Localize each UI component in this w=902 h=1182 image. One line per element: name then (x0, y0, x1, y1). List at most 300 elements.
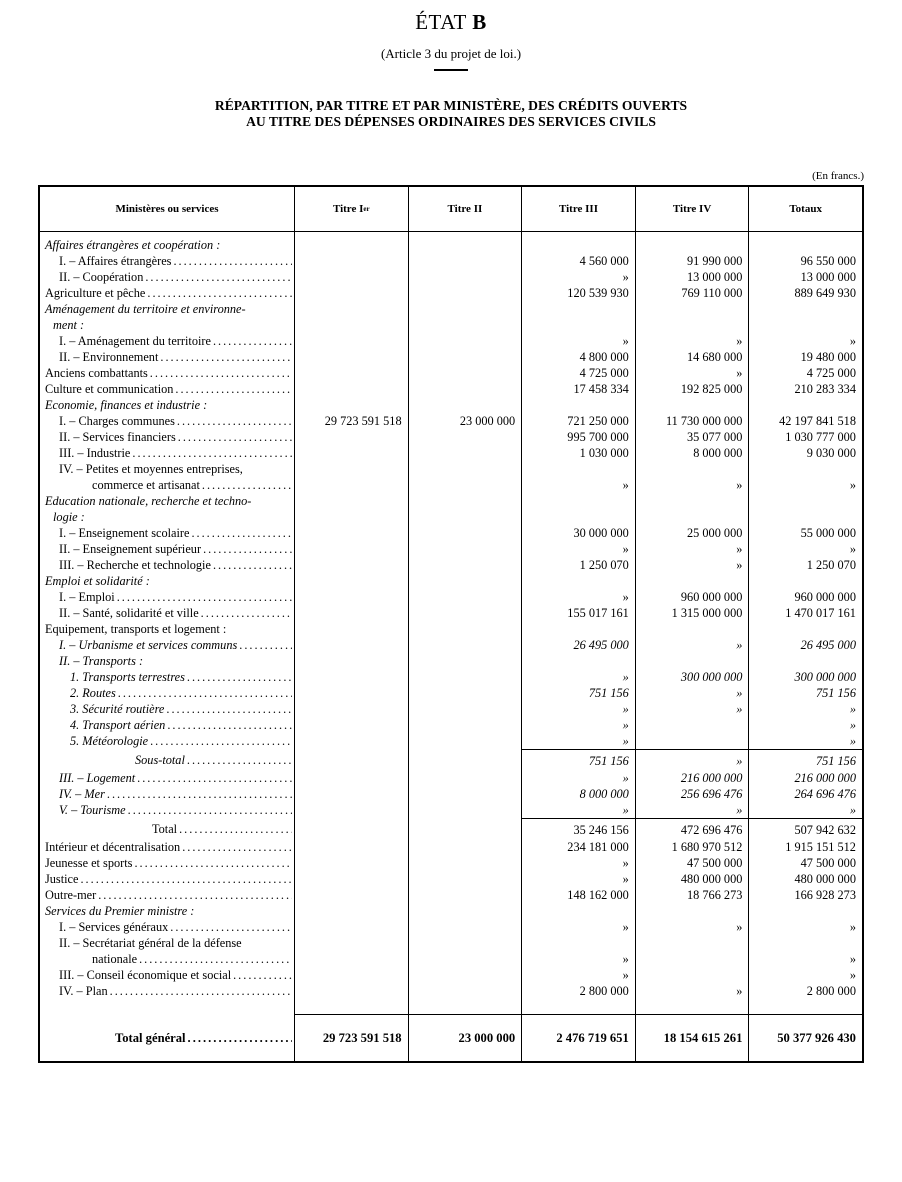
cell-titre-3: » (522, 717, 636, 733)
table-row (40, 887, 862, 903)
cell-titre-2 (409, 285, 523, 301)
cell-titre-3: » (522, 919, 636, 935)
cell-totaux (749, 903, 862, 919)
row-label: Equipement, transports et logement : (45, 622, 227, 636)
leader-dots (182, 839, 292, 855)
leader-dots (137, 770, 292, 786)
row-label-cell (40, 786, 295, 802)
cell-titre-1 (295, 887, 409, 903)
cell-titre-3 (522, 935, 636, 951)
row-label-cell (40, 669, 295, 685)
cell-titre-1 (295, 749, 409, 770)
heading-line-1: RÉPARTITION, PAR TITRE ET PAR MINISTÈRE, DES CRÉDITS OUVERTS (214, 98, 688, 113)
header-label: Totaux (789, 203, 822, 215)
leader-dots (134, 855, 292, 871)
cell-totaux: 166 928 273 (794, 888, 856, 902)
cell-titre-3 (522, 461, 636, 477)
row-label-cell (40, 637, 295, 653)
cell-titre-4 (636, 232, 750, 253)
row-label: 1. Transports terrestres (70, 670, 185, 684)
table-row (40, 855, 862, 871)
article-subtitle: (Article 3 du projet de loi.) (380, 46, 522, 61)
leader-dots (117, 589, 292, 605)
cell-totaux (749, 317, 862, 333)
cell-titre-1 (295, 733, 409, 749)
cell-totaux: » (849, 334, 856, 348)
cell-totaux: 1 470 017 161 (785, 606, 856, 620)
table-body (40, 232, 862, 1061)
row-label: V. – Tourisme (59, 803, 126, 817)
cell-totaux: » (849, 920, 856, 934)
cell-titre-3: » (522, 871, 636, 887)
header-cell-ministeres (40, 187, 295, 231)
cell-titre-4: » (636, 983, 750, 999)
cell-titre-4: » (636, 477, 750, 493)
cell-titre-4 (636, 573, 750, 589)
cell-titre-2 (409, 637, 523, 653)
cell-titre-3: » (522, 477, 636, 493)
cell-totaux: 26 495 000 (800, 638, 856, 652)
cell-titre-4: 25 000 000 (636, 525, 750, 541)
leader-dots (145, 269, 292, 285)
row-label-cell (40, 733, 295, 749)
table-row (40, 365, 862, 381)
cell-titre-3 (522, 999, 636, 1014)
row-label: Jeunesse et sports (45, 856, 133, 870)
cell-titre-4: 18 154 615 261 (636, 1014, 750, 1061)
cell-titre-1 (295, 349, 409, 365)
leader-dots (178, 429, 292, 445)
cell-titre-3 (522, 509, 636, 525)
cell-titre-4: 14 680 000 (636, 349, 750, 365)
cell-titre-4: 13 000 000 (636, 269, 750, 285)
cell-titre-2 (409, 349, 523, 365)
cell-totaux: 47 500 000 (800, 856, 856, 870)
cell-totaux: 4 725 000 (806, 366, 856, 380)
cell-titre-4 (636, 935, 750, 951)
row-label: III. – Industrie (59, 446, 131, 460)
table-row (40, 653, 862, 669)
leader-dots (239, 637, 292, 653)
page-title (0, 0, 902, 35)
cell-titre-1 (295, 557, 409, 573)
cell-titre-1 (295, 855, 409, 871)
cell-titre-2 (409, 269, 523, 285)
cell-titre-1 (295, 653, 409, 669)
row-label: Culture et communication (45, 382, 174, 396)
cell-totaux (749, 301, 862, 317)
cell-titre-4: » (636, 701, 750, 717)
cell-titre-4 (636, 461, 750, 477)
cell-titre-1 (295, 232, 409, 253)
cell-titre-4: » (636, 919, 750, 935)
cell-titre-4 (636, 509, 750, 525)
row-label-cell (40, 589, 295, 605)
cell-titre-2 (409, 871, 523, 887)
cell-titre-3: 1 030 000 (522, 445, 636, 461)
row-label-cell (40, 381, 295, 397)
row-label-cell (40, 413, 295, 429)
cell-titre-1 (295, 253, 409, 269)
cell-titre-3: 4 725 000 (522, 365, 636, 381)
cell-titre-1 (295, 381, 409, 397)
row-label-cell (40, 333, 295, 349)
cell-titre-4: 216 000 000 (636, 770, 750, 786)
cell-titre-1 (295, 525, 409, 541)
cell-titre-4 (636, 653, 750, 669)
row-label-cell (40, 701, 295, 717)
cell-titre-4 (636, 317, 750, 333)
row-label-cell (40, 285, 295, 301)
cell-titre-4: 35 077 000 (636, 429, 750, 445)
cell-titre-4 (636, 733, 750, 749)
cell-titre-1 (295, 951, 409, 967)
table-row (40, 903, 862, 919)
header-cell-totaux (749, 187, 862, 231)
cell-titre-1 (295, 493, 409, 509)
row-label-cell (40, 253, 295, 269)
cell-totaux: 216 000 000 (794, 771, 856, 785)
row-label: Aménagement du territoire et environne- (45, 302, 246, 316)
leader-dots (188, 1030, 292, 1046)
leader-dots (177, 413, 292, 429)
document-heading (0, 98, 902, 130)
cell-totaux (749, 935, 862, 951)
cell-totaux: 300 000 000 (794, 670, 856, 684)
cell-titre-3: » (522, 269, 636, 285)
row-label: Affaires étrangères et coopération : (45, 238, 221, 252)
cell-titre-1 (295, 477, 409, 493)
cell-titre-1 (295, 669, 409, 685)
row-label-cell (40, 269, 295, 285)
cell-titre-4 (636, 397, 750, 413)
cell-titre-1 (295, 839, 409, 855)
row-label-cell (40, 935, 295, 951)
cell-titre-3: 155 017 161 (522, 605, 636, 621)
cell-titre-4 (636, 967, 750, 983)
cell-totaux: » (849, 542, 856, 556)
table-row (40, 509, 862, 525)
cell-totaux: » (849, 803, 856, 817)
cell-titre-2 (409, 573, 523, 589)
cell-titre-2 (409, 461, 523, 477)
cell-totaux: 50 377 926 430 (749, 1014, 862, 1061)
leader-dots (139, 951, 292, 967)
row-label: Outre-mer (45, 888, 97, 902)
leader-dots (160, 349, 292, 365)
leader-dots (201, 605, 292, 621)
cell-titre-4: » (636, 749, 750, 770)
leader-dots (167, 717, 292, 733)
row-label: Total général (115, 1030, 186, 1045)
table-row (40, 919, 862, 935)
row-label: commerce et artisanat (92, 478, 200, 492)
cell-titre-4: 1 315 000 000 (636, 605, 750, 621)
leader-dots (187, 752, 292, 768)
cell-titre-4: 47 500 000 (636, 855, 750, 871)
row-label: logie : (53, 510, 85, 524)
leader-dots (175, 381, 292, 397)
cell-titre-2 (409, 317, 523, 333)
cell-titre-1 (295, 285, 409, 301)
cell-titre-2 (409, 509, 523, 525)
cell-titre-1 (295, 445, 409, 461)
leader-dots (233, 967, 292, 983)
row-label: II. – Transports : (59, 654, 144, 668)
etat-letter: B (472, 10, 487, 34)
cell-totaux: 264 696 476 (794, 787, 856, 801)
row-label: I. – Services généraux (59, 920, 169, 934)
cell-totaux (749, 493, 862, 509)
cell-titre-2 (409, 381, 523, 397)
cell-titre-1 (295, 685, 409, 701)
cell-titre-4 (636, 301, 750, 317)
cell-titre-3: 8 000 000 (522, 786, 636, 802)
cell-titre-2 (409, 999, 523, 1014)
cell-titre-2 (409, 621, 523, 637)
row-label-cell (40, 232, 295, 253)
cell-totaux: 889 649 930 (794, 286, 856, 300)
row-label: II. – Coopération (59, 270, 144, 284)
cell-titre-1 (295, 999, 409, 1014)
row-label: Justice (45, 872, 79, 886)
table-row (40, 493, 862, 509)
row-label-cell (40, 999, 295, 1014)
cell-titre-3: 4 560 000 (522, 253, 636, 269)
cell-titre-2 (409, 605, 523, 621)
cell-titre-1 (295, 461, 409, 477)
leader-dots (166, 701, 292, 717)
row-label: I. – Enseignement scolaire (59, 526, 190, 540)
table-row (40, 967, 862, 983)
cell-titre-2 (409, 802, 523, 818)
cell-totaux: » (849, 968, 856, 982)
cell-titre-4 (636, 903, 750, 919)
cell-titre-4: » (636, 333, 750, 349)
cell-titre-4 (636, 999, 750, 1014)
cell-titre-3 (522, 397, 636, 413)
cell-totaux (749, 999, 862, 1014)
table-row (40, 871, 862, 887)
row-label: Emploi et solidarité : (45, 574, 150, 588)
cell-totaux (749, 461, 862, 477)
cell-titre-3: 234 181 000 (522, 839, 636, 855)
cell-titre-4 (636, 493, 750, 509)
cell-titre-1 (295, 429, 409, 445)
leader-dots (150, 365, 292, 381)
row-label-cell (40, 429, 295, 445)
row-label: 3. Sécurité routière (70, 702, 165, 716)
cell-titre-3: 4 800 000 (522, 349, 636, 365)
table-row (40, 541, 862, 557)
leader-dots (170, 919, 292, 935)
cell-titre-3: 120 539 930 (522, 285, 636, 301)
cell-titre-1 (295, 333, 409, 349)
cell-titre-3: » (522, 669, 636, 685)
row-label-cell (40, 349, 295, 365)
cell-titre-1 (295, 701, 409, 717)
row-label: Education nationale, recherche et techno- (45, 494, 252, 508)
cell-titre-1 (295, 802, 409, 818)
header-label: Titre IV (672, 203, 712, 215)
cell-totaux (749, 232, 862, 253)
cell-titre-4: 11 730 000 000 (636, 413, 750, 429)
cell-titre-3: 751 156 (522, 749, 636, 770)
cell-titre-4: 1 680 970 512 (636, 839, 750, 855)
row-label: nationale (92, 952, 138, 966)
cell-titre-3: 995 700 000 (522, 429, 636, 445)
cell-titre-4: 472 696 476 (636, 818, 750, 839)
leader-dots (203, 541, 292, 557)
row-label-cell (40, 951, 295, 967)
cell-titre-1 (295, 605, 409, 621)
table-row (40, 717, 862, 733)
cell-titre-4: 256 696 476 (636, 786, 750, 802)
row-label: IV. – Mer (59, 787, 105, 801)
cell-titre-3: 17 458 334 (522, 381, 636, 397)
leader-dots (213, 557, 292, 573)
cell-totaux: 507 942 632 (749, 818, 862, 839)
cell-titre-2 (409, 477, 523, 493)
cell-titre-2 (409, 541, 523, 557)
row-label-cell (40, 818, 295, 839)
cell-titre-4: » (636, 557, 750, 573)
cell-titre-1 (295, 317, 409, 333)
cell-titre-4: » (636, 802, 750, 818)
row-label-cell (40, 967, 295, 983)
row-label: Sous-total (135, 753, 185, 767)
table-row (40, 461, 862, 477)
cell-titre-3: » (522, 541, 636, 557)
cell-titre-2 (409, 685, 523, 701)
row-label: IV. – Petites et moyennes entreprises, (59, 462, 243, 476)
cell-titre-1: 29 723 591 518 (295, 413, 409, 429)
cell-titre-3 (522, 621, 636, 637)
cell-titre-3: 148 162 000 (522, 887, 636, 903)
row-label-cell (40, 477, 295, 493)
heading-line-2: AU TITRE DES DÉPENSES ORDINAIRES DES SERVICES CIVILS (246, 114, 656, 129)
cell-totaux: 960 000 000 (794, 590, 856, 604)
cell-titre-2 (409, 839, 523, 855)
cell-totaux: 1 030 777 000 (785, 430, 856, 444)
cell-titre-2 (409, 669, 523, 685)
row-label: II. – Services financiers (59, 430, 176, 444)
row-label: I. – Aménagement du territoire (59, 334, 211, 348)
cell-titre-2 (409, 717, 523, 733)
leader-dots (187, 669, 292, 685)
cell-titre-1 (295, 818, 409, 839)
cell-titre-3: 26 495 000 (522, 637, 636, 653)
cell-totaux: » (849, 718, 856, 732)
cell-titre-1 (295, 509, 409, 525)
cell-titre-3: 2 800 000 (522, 983, 636, 999)
cell-titre-1 (295, 637, 409, 653)
cell-titre-3 (522, 317, 636, 333)
cell-titre-2 (409, 818, 523, 839)
cell-titre-2 (409, 983, 523, 999)
cell-titre-4: 18 766 273 (636, 887, 750, 903)
table-row (40, 317, 862, 333)
cell-totaux: 96 550 000 (800, 254, 856, 268)
leader-dots (107, 786, 292, 802)
header-label: Ministères ou services (115, 203, 219, 215)
credits-table (38, 185, 864, 1063)
table-row (40, 983, 862, 999)
header-cell-titre-2 (409, 187, 523, 231)
table-row (40, 733, 862, 749)
cell-titre-2 (409, 733, 523, 749)
cell-totaux: 1 250 070 (806, 558, 856, 572)
cell-titre-1 (295, 967, 409, 983)
cell-titre-2 (409, 445, 523, 461)
cell-titre-4 (636, 621, 750, 637)
cell-titre-2 (409, 967, 523, 983)
cell-totaux: 19 480 000 (800, 350, 856, 364)
table-row (40, 429, 862, 445)
cell-titre-2 (409, 365, 523, 381)
cell-titre-1 (295, 573, 409, 589)
leader-dots (179, 821, 292, 837)
header-label: Titre I (332, 203, 364, 215)
cell-titre-4: 192 825 000 (636, 381, 750, 397)
cell-totaux: 9 030 000 (806, 446, 856, 460)
row-label-cell (40, 903, 295, 919)
header-cell-titre-1: Titre I er (295, 187, 409, 231)
etat-word: ÉTAT (415, 10, 467, 34)
header-label: Titre II (447, 203, 483, 215)
row-label-cell (40, 749, 295, 770)
row-label-cell (40, 509, 295, 525)
table-row (40, 477, 862, 493)
table-row (40, 381, 862, 397)
table-row (40, 701, 862, 717)
cell-titre-3: » (522, 701, 636, 717)
cell-titre-4 (636, 951, 750, 967)
header-label: Titre III (558, 203, 598, 215)
cell-titre-3: » (522, 951, 636, 967)
row-label-cell (40, 301, 295, 317)
cell-titre-4 (636, 717, 750, 733)
cell-titre-3 (522, 493, 636, 509)
cell-titre-1 (295, 935, 409, 951)
cell-titre-1 (295, 541, 409, 557)
leader-dots (173, 253, 292, 269)
leader-dots (98, 887, 292, 903)
cell-titre-3: 30 000 000 (522, 525, 636, 541)
cell-titre-3: 721 250 000 (522, 413, 636, 429)
cell-titre-4: 480 000 000 (636, 871, 750, 887)
cell-titre-4: » (636, 685, 750, 701)
row-label: 5. Météorologie (70, 734, 149, 748)
cell-titre-1 (295, 301, 409, 317)
cell-titre-1 (295, 919, 409, 935)
row-label-cell (40, 717, 295, 733)
cell-titre-2 (409, 397, 523, 413)
row-label: I. – Urbanisme et services communs (59, 638, 238, 652)
cell-titre-3: 1 250 070 (522, 557, 636, 573)
table-row (40, 621, 862, 637)
cell-titre-4: 769 110 000 (636, 285, 750, 301)
row-label: Economie, finances et industrie : (45, 398, 208, 412)
title-rule (434, 69, 468, 71)
row-label-cell (40, 573, 295, 589)
cell-totaux (749, 397, 862, 413)
cell-totaux (749, 653, 862, 669)
header-cell-titre-4 (636, 187, 750, 231)
table-row (40, 935, 862, 951)
cell-titre-2 (409, 232, 523, 253)
leader-dots (213, 333, 292, 349)
